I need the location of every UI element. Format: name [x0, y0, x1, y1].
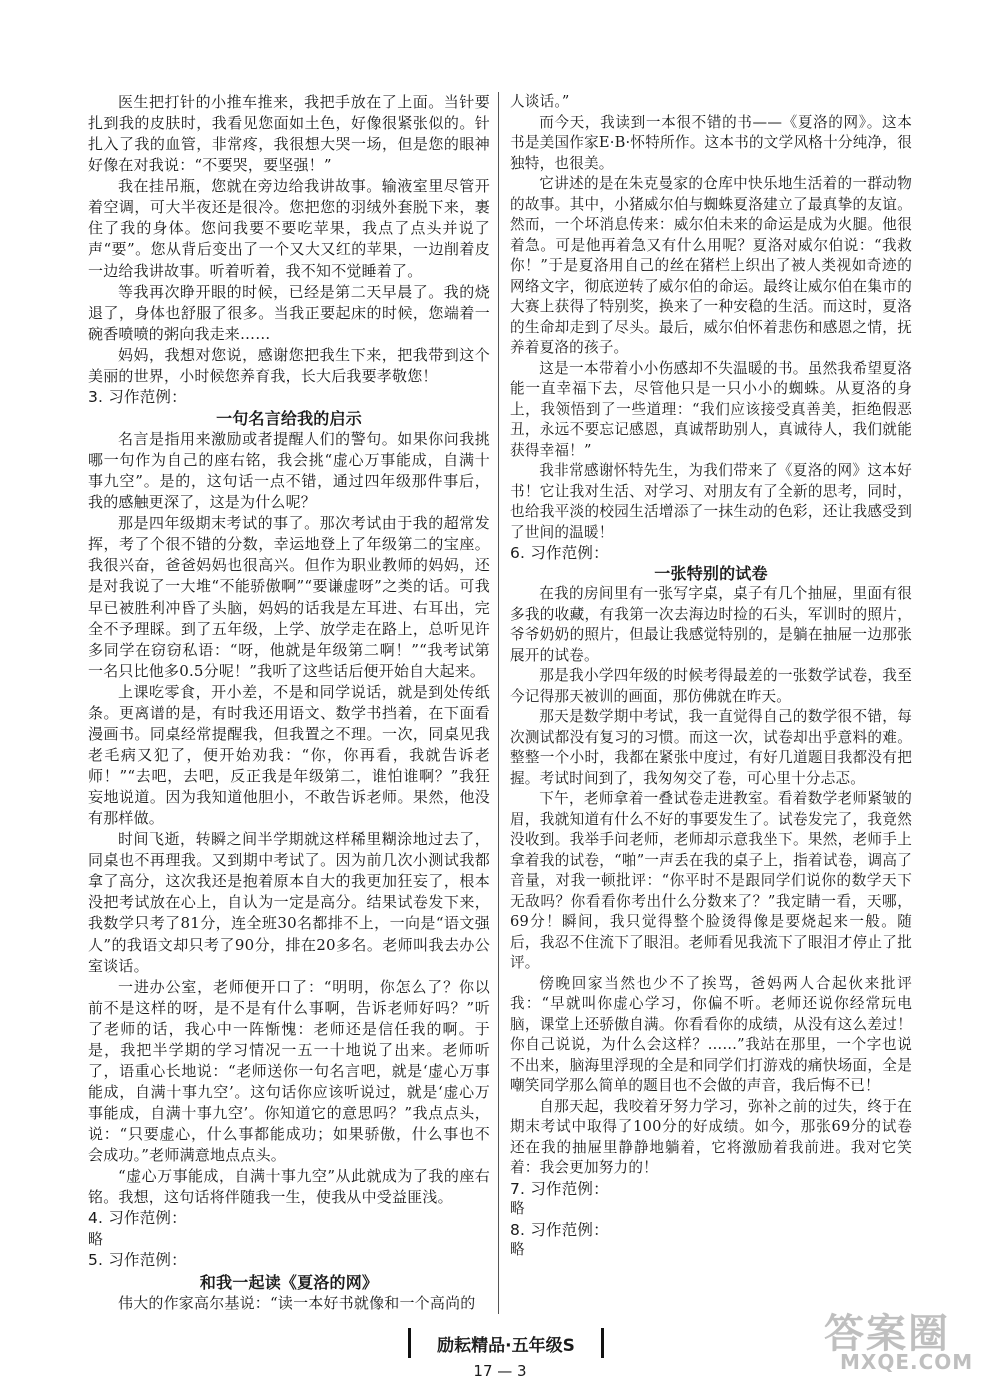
page-number: 17 — 3	[473, 1362, 527, 1380]
paragraph: 这是一本带着小小伤感却不失温暖的书。虽然我希望夏洛能一直幸福下去，尽管他只是一只小小的蜘蛛。从夏洛的身上，我领悟到了一些道理：“我们应该接受真善美，拒绝假恶丑，永远不要忘记感恩，真诚帮助别人，真诚待人，我们就能获得幸福！”	[510, 359, 912, 459]
watermark-logo-icon: 答案圈	[824, 1311, 950, 1357]
paragraph: 时间飞逝，转瞬之间半学期就这样稀里糊涂地过去了，同桌也不再理我。又到期中考试了。因为前几次小测试我都拿了高分，这次我还是抱着原本自大的我更加狂妄了，根本没把考试放在心上，自认为一定是高分。结果试卷发下来，我数学只考了81分，连全班30名都排不上，一向是“语文强人”的我语文却只考了90分，排在20多名。老师叫我去办公室谈话。	[88, 830, 490, 975]
section-heading: 6. 习作范例：	[510, 544, 609, 562]
paragraph: 我非常感谢怀特先生，为我们带来了《夏洛的网》这本好书！它让我对生活、对学习、对朋友有了全新的思考，同时，也给我平淡的校园生活增添了一抹生动的色彩，还让我感受到了世间的温暖！	[510, 462, 912, 541]
section-heading: 5. 习作范例：	[88, 1251, 187, 1270]
paragraph: 自那天起，我咬着牙努力学习，弥补之前的过失，终于在期末考试中取得了100分的好成绩。如今，那张69分的试卷还在我的抽屉里静静地躺着，它将激励着我前进。我对它笑着：我会更加努力的！	[510, 1097, 912, 1176]
paragraph: 名言是指用来激励或者提醒人们的警句。如果你问我挑哪一句作为自己的座右铭，我会挑“虚心万事能成，自满十事九空”。是的，这句话一点不错，通过四年级那件事后，我的感触更深了，这是为什么呢？	[88, 430, 490, 512]
footer-series-label	[408, 1328, 604, 1358]
omitted-note: 略	[88, 1230, 104, 1249]
paragraph: 那是四年级期末考试的事了。那次考试由于我的超常发挥，考了个很不错的分数，幸运地登上了年级第二的宝座。我很兴奋，爸爸妈妈也很高兴。但作为职业教师的妈妈，还是对我说了一大堆“不能骄傲啊”“要谦虚呀”之类的话。可我早已被胜利冲昏了头脑，妈妈的话我是左耳进、右耳出，完全不予理睬。到了五年级，上学、放学走在路上，总听见许多同学在窃窃私语：“呀，他就是年级第二啊！”“我考试第一名只比他多0.5分呢！”我听了这些话后便开始自大起来。	[88, 514, 490, 680]
paragraph: 在我的房间里有一张写字桌，桌子有几个抽屉，里面有很多我的收藏，有我第一次去海边时捡的石头，军训时的照片，爷爷奶奶的照片，但最让我感觉特别的，是躺在抽屉一边那张展开的试卷。	[510, 585, 912, 664]
omitted-note: 略	[510, 1241, 525, 1258]
watermark	[818, 1300, 988, 1380]
section-heading: 7. 习作范例：	[510, 1179, 609, 1198]
section-heading: 4. 习作范例：	[88, 1209, 187, 1228]
column-divider	[498, 92, 499, 1314]
watermark-text: MXQE.COM	[840, 1350, 974, 1374]
paragraph: 而今天，我读到一本很不错的书——《夏洛的网》。这本书是美国作家E·B·怀特所作。这本书的文学风格十分纯净，很独特，也很美。	[510, 113, 912, 172]
paragraph: “虚心万事能成，自满十事九空”从此就成为了我的座右铭。我想，这句话将伴随我一生，使我从中受益匪浅。	[88, 1167, 490, 1207]
footer-label-text: 励耘精品·五年级S	[437, 1335, 575, 1356]
paragraph: 伟大的作家高尔基说：“读一本好书就像和一个高尚的	[118, 1293, 476, 1312]
paragraph: 医生把打针的小推车推来，我把手放在了上面。当针要扎到我的皮肤时，我看见您面如土色，好像很紧张似的。针扎入了我的血管，非常疼，我很想大哭一场，但是您的眼神好像在对我说：“不要哭，要坚强！”	[88, 93, 490, 175]
paragraph: 上课吃零食，开小差，不是和同学说话，就是到处传纸条。更离谱的是，有时我还用语文、数学书挡着，在下面看漫画书。同桌经常提醒我，但我置之不理。一次，同桌见我老毛病又犯了，便开始劝我：“你，你再看，我就告诉老师！”“去吧，去吧，反正我是年级第二，谁怕谁啊？”我狂妄地说道。因为我知道他胆小，不敢告诉老师。果然，他没有那样做。	[88, 682, 490, 828]
essay-title: 和我一起读《夏洛的网》	[199, 1272, 379, 1292]
essay-title: 一张特别的试卷	[654, 563, 768, 583]
paragraph: 下午，老师拿着一叠试卷走进教室。看着数学老师紧皱的眉，我就知道有什么不好的事要发生了。试卷发完了，我竟然没收到。我举手问老师，老师却示意我坐下。果然，老师手上拿着我的试卷，“啪”一声丢在我的桌子上，指着试卷，调高了音量，对我一顿批评：“你平时不是跟同学们说你的数学天下无敌吗？你看看你考出什么分数来了？”我定睛一看，天哪，69分！瞬间，我只觉得整个脸烫得像是要烧起来一般。随后，我忍不住流下了眼泪。老师看见我流下了眼泪才停止了批评。	[510, 790, 912, 971]
section-heading: 3. 习作范例：	[88, 387, 187, 406]
paragraph: 妈妈，我想对您说，感谢您把我生下来，把我带到这个美丽的世界，小时候您养育我，长大后我要孝敬您！	[88, 345, 490, 385]
omitted-note: 略	[510, 1200, 525, 1217]
paragraph: 那天是数学期中考试，我一直觉得自己的数学很不错，每次测试都没有复习的习惯。而这一次，试卷却出乎意料的难。整整一个小时，我都在紧张中度过，有好几道题目我都没有把握。考试时间到了，我匆匆交了卷，可心里十分忐忑。	[510, 708, 912, 787]
paragraph: 它讲述的是在朱克曼家的仓库中快乐地生活着的一群动物的故事。其中，小猪威尔伯与蜘蛛夏洛建立了最真挚的友谊。然而，一个坏消息传来：威尔伯未来的命运是成为火腿。他很着急。可是他再着急又有什么用呢？夏洛对威尔伯说：“我救你！”于是夏洛用自己的丝在猪栏上织出了被人类视如奇迹的网络文字，彻底逆转了威尔伯的命运。最终让威尔伯在集市的大赛上获得了特别奖，换来了一种安稳的生活。而这时，夏洛的生命却走到了尽头。最后，威尔伯怀着悲伤和感恩之情，抚养着夏洛的孩子。	[510, 175, 912, 356]
paragraph: 等我再次睁开眼的时候，已经是第二天早晨了。我的烧退了，身体也舒服了很多。当我正要起床的时候，您端着一碗香喷喷的粥向我走来……	[88, 282, 490, 343]
left-column	[88, 92, 490, 1314]
right-column	[510, 92, 912, 1261]
essay-title: 一句名言给我的启示	[216, 408, 362, 428]
paragraph: 傍晚回家当然也少不了挨骂，爸妈两人合起伙来批评我：“早就叫你虚心学习，你偏不听。老师还说你经常玩电脑，课堂上还骄傲自满。你看看你的成绩，从没有这么差过！你自己说说，为什么会这样？……”我站在那里，一个字也说不出来，脑海里浮现的全是和同学们打游戏的痛快场面，全是嘲笑同学那么简单的题目也不会做的声音，我后悔不已！	[510, 974, 912, 1094]
paragraph: 人谈话。”	[510, 93, 570, 110]
section-heading: 8. 习作范例：	[510, 1220, 609, 1239]
paragraph: 我在挂吊瓶，您就在旁边给我讲故事。输液室里尽管开着空调，可大半夜还是很冷。您把您的羽绒外套脱下来，裹住了我的身体。您问我要不要吃苹果，我点了点头并说了声“要”。您从背后变出了一个又大又红的苹果，一边削着皮一边给我讲故事。听着听着，我不知不觉睡着了。	[88, 177, 490, 280]
paragraph: 一进办公室，老师便开口了：“明明，你怎么了？你以前不是这样的呀，是不是有什么事啊，告诉老师好吗？”听了老师的话，我心中一阵惭愧：老师还是信任我的啊。于是，我把半学期的学习情况一五一十地说了出来。老师听了，语重心长地说：“老师送你一句名言吧，就是‘虚心万事能成，自满十事九空’。这句话你应该听说过，就是‘虚心万事能成，自满十事九空’。你知道它的意思吗？”我点点头，说：“只要虚心，什么事都能成功；如果骄傲，什么事也不会成功。”老师满意地点点头。	[88, 977, 490, 1165]
paragraph: 那是我小学四年级的时候考得最差的一张数学试卷，我至今记得那天被训的画面，那仿佛就在昨天。	[510, 667, 912, 705]
